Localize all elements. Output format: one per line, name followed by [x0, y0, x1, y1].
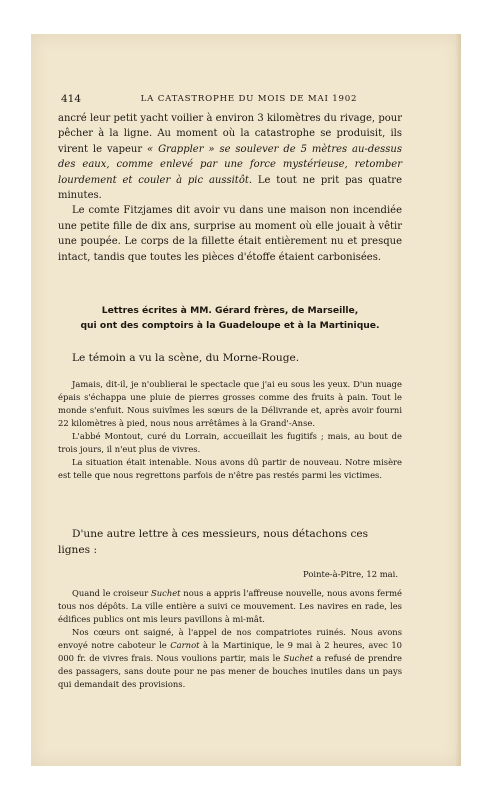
page-number: 414: [61, 93, 82, 105]
letter-1-subheading: Le témoin a vu la scène, du Morne-Rouge.: [72, 352, 300, 364]
section-heading-line-2: qui ont des comptoirs à la Guadeloupe et à la Martinique.: [80, 320, 380, 331]
letter-1-paragraph-3: La situation était intenable. Nous avons dû partir de nouveau. Notre misère est telle que nous regrettons parfois de n'être pas restés parmi les victimes.: [58, 457, 402, 480]
intro-text: [58, 111, 402, 265]
running-title: LA CATASTROPHE DU MOIS DE MAI 1902: [140, 94, 358, 104]
letter-2-dateline: Pointe-à-Pitre, 12 mai.: [303, 569, 398, 579]
letter-1: [58, 350, 402, 482]
section-heading: [58, 303, 402, 333]
letter-2-paragraph-1: Quand le croiseur Suchet nous a appris l'affreuse nouvelle, nous avons fermé tous nos dépôts. La ville entière a suivi ce mouvement. Les navires en rade, les édifices publics ont mis leurs pavillons à mi-mât.: [58, 588, 403, 624]
letter-1-paragraph-2: L'abbé Montout, curé du Lorrain, accueillait les fugitifs ; mais, au bout de trois jours, il n'eut plus de vivres.: [58, 431, 402, 454]
page-header: [61, 93, 401, 107]
letter-2-paragraph-2: Nos cœurs ont saigné, à l'appel de nos compatriotes ruinés. Nous avons envoyé notre caboteur le Carnot à la Martinique, le 9 mai à 2 heures, avec 10 000 fr. de vivres frais. Nous voulions partir, mais le Suchet a refusé de prendre des passagers, sans doute pour ne pas mener de bouches inutiles dans un pays qui demandait des provisions.: [58, 627, 403, 689]
intro-paragraph-2: Le comte Fitzjames dit avoir vu dans une maison non incendiée une petite fille de dix ans, surprise au moment où elle jouait à vêtir une poupée. Le corps de la fillette était entièrement nu et presque intact, tandis que toutes les pièces d'étoffe étaient carbonisées.: [58, 205, 402, 263]
letter-2-subheading: D'une autre lettre à ces messieurs, nous détachons ces lignes :: [58, 528, 369, 556]
page-edge-shadow: [455, 34, 461, 766]
intro-paragraph-1: ancré leur petit yacht voilier à environ 3 kilomètres du rivage, pour pêcher à la ligne. Au moment où la catastrophe se produisit, ils virent le vapeur « Grappler » se soulever de 5 mètres au-dessus des eaux, comme enlevé par une force mystérieuse, retomber lourdement et couler à pic aussitôt. Le tout ne prit pas quatre minutes.: [58, 113, 402, 202]
section-heading-line-1: Lettres écrites à MM. Gérard frères, de Marseille,: [101, 305, 359, 316]
letter-2: [58, 526, 402, 691]
letter-1-paragraph-1: Jamais, dit-il, je n'oublierai le spectacle que j'ai eu sous les yeux. D'un nuage épais s'échappa une pluie de pierres grosses comme des fruits à pain. Tout le monde s'enfuit. Nous suivîmes les sœurs de la Délivrande et, après avoir fourni 22 kilomètres à pied, nous nous arrêtâmes à la Grand'-Anse.: [58, 379, 402, 428]
